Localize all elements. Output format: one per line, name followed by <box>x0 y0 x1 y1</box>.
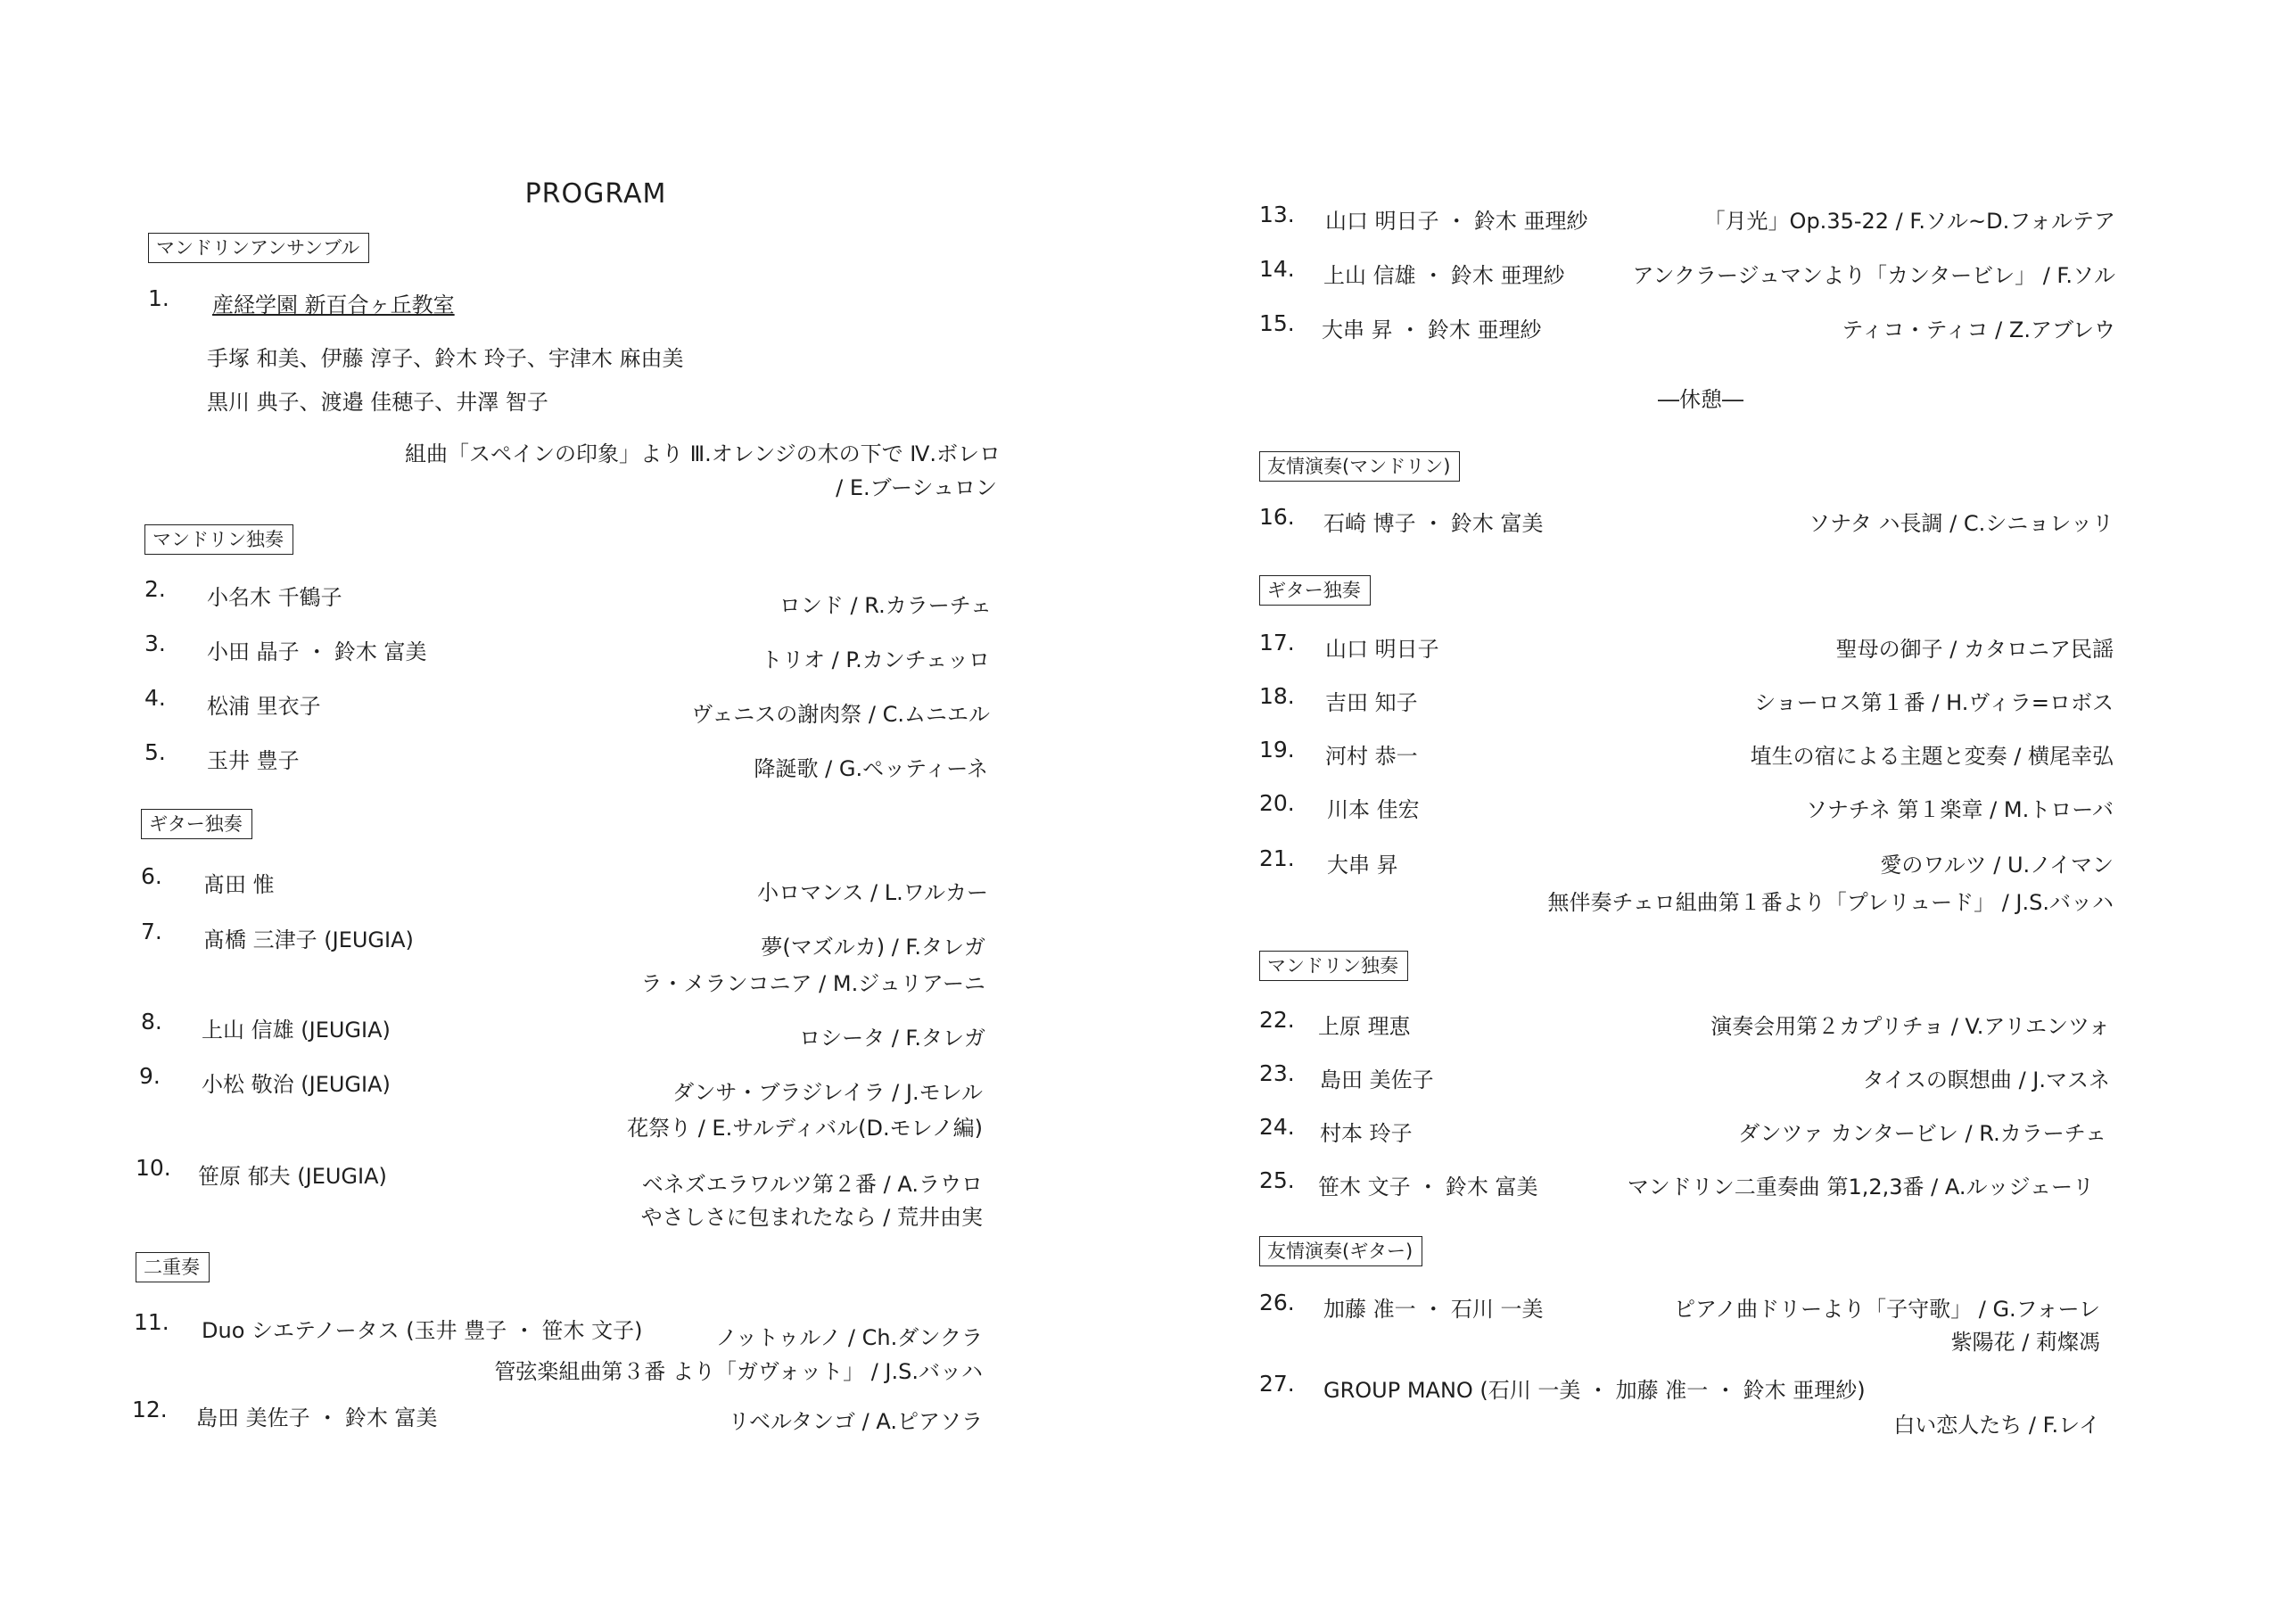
item-number: 7. <box>141 919 162 944</box>
item-number: 15. <box>1259 310 1295 336</box>
item-piece: 愛のワルツ / U.ノイマン <box>1880 853 2114 878</box>
item-number: 14. <box>1259 256 1295 282</box>
item-number: 24. <box>1259 1114 1295 1140</box>
item-piece: ロシータ / F.タレガ <box>799 1026 985 1051</box>
item-piece: 小ロマンス / L.ワルカー <box>757 880 988 905</box>
item-number: 6. <box>141 863 162 889</box>
item-performer: 島田 美佐子 ・ 鈴木 富美 <box>196 1406 438 1430</box>
item-piece: ヴェニスの謝肉祭 / C.ムニエル <box>691 702 990 727</box>
item-piece: マンドリン二重奏曲 第1,2,3番 / A.ルッジェーリ <box>1627 1175 2094 1199</box>
item-members: 黒川 典子、渡邉 佳穂子、井澤 智子 <box>207 390 548 415</box>
item-piece: ダンツァ カンタービレ / R.カラーチェ <box>1738 1121 2106 1146</box>
item-piece: やさしさに包まれたなら / 荒井由実 <box>640 1205 983 1230</box>
item-performer: 上山 信雄 ・ 鈴木 亜理紗 <box>1323 263 1565 288</box>
page-title: PROGRAM <box>524 178 667 210</box>
item-piece: 無伴奏チェロ組曲第１番より「プレリュード」 / J.S.バッハ <box>1547 890 2114 915</box>
item-performer: 上山 信雄 (JEUGIA) <box>202 1018 391 1043</box>
item-piece: ベネズエラワルツ第２番 / A.ラウロ <box>641 1172 983 1197</box>
item-number: 25. <box>1259 1167 1295 1193</box>
item-performer: 小名木 千鶴子 <box>207 585 342 610</box>
item-number: 21. <box>1259 845 1295 871</box>
item-piece: / E.ブーシュロン <box>836 475 997 500</box>
item-number: 3. <box>144 631 166 656</box>
item-performer: 髙田 惟 <box>203 872 275 897</box>
section-mandolin-solo-2: マンドリン独奏 <box>1259 951 1408 981</box>
item-piece: 管弦楽組曲第３番 より「ガヴォット」 / J.S.バッハ <box>494 1359 983 1384</box>
item-piece: ティコ・ティコ / Z.アブレウ <box>1842 317 2115 342</box>
item-piece: ロンド / R.カラーチェ <box>779 593 992 618</box>
item-piece: ラ・メランコニア / M.ジュリアーニ <box>640 971 985 996</box>
item-performer: 川本 佳宏 <box>1327 797 1420 822</box>
section-guest-guitar: 友情演奏(ギター) <box>1259 1236 1422 1266</box>
item-piece: ソナチネ 第１楽章 / M.トローバ <box>1805 797 2114 822</box>
item-piece: アンクラージュマンより「カンタービレ」 / F.ソル <box>1632 263 2115 288</box>
item-number: 5. <box>144 739 166 765</box>
item-performer: 産経学園 新百合ヶ丘教室 <box>212 293 455 317</box>
item-piece: ノットゥルノ / Ch.ダンクラ <box>715 1325 983 1350</box>
item-number: 8. <box>141 1009 162 1035</box>
item-number: 20. <box>1259 790 1295 816</box>
section-mandolin-solo: マンドリン独奏 <box>144 524 293 555</box>
item-performer: 村本 玲子 <box>1320 1121 1413 1146</box>
item-members: 手塚 和美、伊藤 淳子、鈴木 玲子、宇津木 麻由美 <box>207 346 684 371</box>
item-piece: 白い恋人たち / F.レイ <box>1893 1413 2100 1438</box>
item-piece: 聖母の御子 / カタロニア民謡 <box>1835 637 2114 662</box>
item-performer: 小松 敬治 (JEUGIA) <box>202 1072 391 1097</box>
item-number: 4. <box>144 685 166 711</box>
item-piece: トリオ / P.カンチェッロ <box>761 647 990 672</box>
item-performer: 山口 明日子 ・ 鈴木 亜理紗 <box>1325 209 1588 234</box>
item-number: 9. <box>139 1063 161 1089</box>
section-guest-mandolin: 友情演奏(マンドリン) <box>1259 451 1460 482</box>
item-number: 19. <box>1259 737 1295 763</box>
item-piece: リベルタンゴ / A.ピアソラ <box>728 1409 983 1434</box>
item-piece: 組曲「スペインの印象」より Ⅲ.オレンジの木の下で Ⅳ.ボレロ <box>404 441 1001 466</box>
item-number: 11. <box>134 1309 169 1335</box>
item-number: 23. <box>1259 1060 1295 1086</box>
section-guitar-solo: ギター独奏 <box>141 809 252 839</box>
item-piece: 埴生の宿による主題と変奏 / 横尾幸弘 <box>1750 744 2114 769</box>
item-number: 26. <box>1259 1290 1295 1315</box>
item-performer: 髙橋 三津子 (JEUGIA) <box>203 927 414 952</box>
item-piece: ソナタ ハ長調 / C.シニョレッリ <box>1809 511 2114 536</box>
intermission-label: ―休憩― <box>1658 387 1743 412</box>
item-number: 10. <box>136 1155 171 1181</box>
item-piece: ダンサ・ブラジレイラ / J.モレル <box>672 1080 983 1105</box>
item-performer: 吉田 知子 <box>1325 690 1418 715</box>
item-performer: 大串 昇 ・ 鈴木 亜理紗 <box>1322 317 1542 342</box>
item-performer: GROUP MANO (石川 一美 ・ 加藤 准一 ・ 鈴木 亜理紗) <box>1323 1378 1866 1403</box>
item-piece: 「月光」Op.35-22 / F.ソル~D.フォルテア <box>1703 209 2115 234</box>
item-number: 1. <box>148 285 169 311</box>
item-performer: Duo シエテノータス (玉井 豊子 ・ 笹木 文子) <box>202 1318 643 1343</box>
item-piece: タイスの瞑想曲 / J.マスネ <box>1862 1068 2110 1092</box>
item-number: 18. <box>1259 683 1295 709</box>
item-number: 13. <box>1259 202 1295 227</box>
item-piece: 花祭り / E.サルディバル(D.モレノ編) <box>627 1116 983 1141</box>
item-performer: 山口 明日子 <box>1325 637 1439 662</box>
section-duo: 二重奏 <box>136 1252 210 1282</box>
item-number: 17. <box>1259 630 1295 655</box>
item-performer: 大串 昇 <box>1327 853 1398 878</box>
section-mandolin-ensemble: マンドリンアンサンブル <box>148 233 369 263</box>
item-performer: 笹木 文子 ・ 鈴木 富美 <box>1318 1175 1538 1199</box>
item-number: 22. <box>1259 1007 1295 1033</box>
item-piece: 紫陽花 / 莉燦馮 <box>1950 1330 2100 1355</box>
item-performer: 河村 恭一 <box>1325 744 1418 769</box>
item-piece: 降誕歌 / G.ペッティーネ <box>754 756 988 781</box>
item-performer: 島田 美佐子 <box>1320 1068 1434 1092</box>
item-performer: 石崎 博子 ・ 鈴木 富美 <box>1323 511 1544 536</box>
item-performer: 上原 理恵 <box>1318 1014 1411 1039</box>
item-number: 27. <box>1259 1371 1295 1397</box>
item-performer: 玉井 豊子 <box>207 748 300 773</box>
item-piece: ピアノ曲ドリーより「子守歌」 / G.フォーレ <box>1674 1297 2100 1322</box>
item-performer: 松浦 里衣子 <box>207 694 321 719</box>
item-number: 12. <box>132 1397 168 1422</box>
item-number: 16. <box>1259 504 1295 530</box>
item-performer: 笹原 郁夫 (JEUGIA) <box>198 1164 387 1189</box>
item-piece: 演奏会用第２カプリチョ / V.アリエンツォ <box>1710 1014 2110 1039</box>
item-performer: 小田 晶子 ・ 鈴木 富美 <box>207 639 427 664</box>
item-performer: 加藤 准一 ・ 石川 一美 <box>1323 1297 1544 1322</box>
item-number: 2. <box>144 576 166 602</box>
section-guest-guitar-solo: ギター独奏 <box>1259 575 1371 606</box>
item-piece: 夢(マズルカ) / F.タレガ <box>761 935 985 960</box>
item-piece: ショーロス第１番 / H.ヴィラ=ロボス <box>1754 690 2114 715</box>
